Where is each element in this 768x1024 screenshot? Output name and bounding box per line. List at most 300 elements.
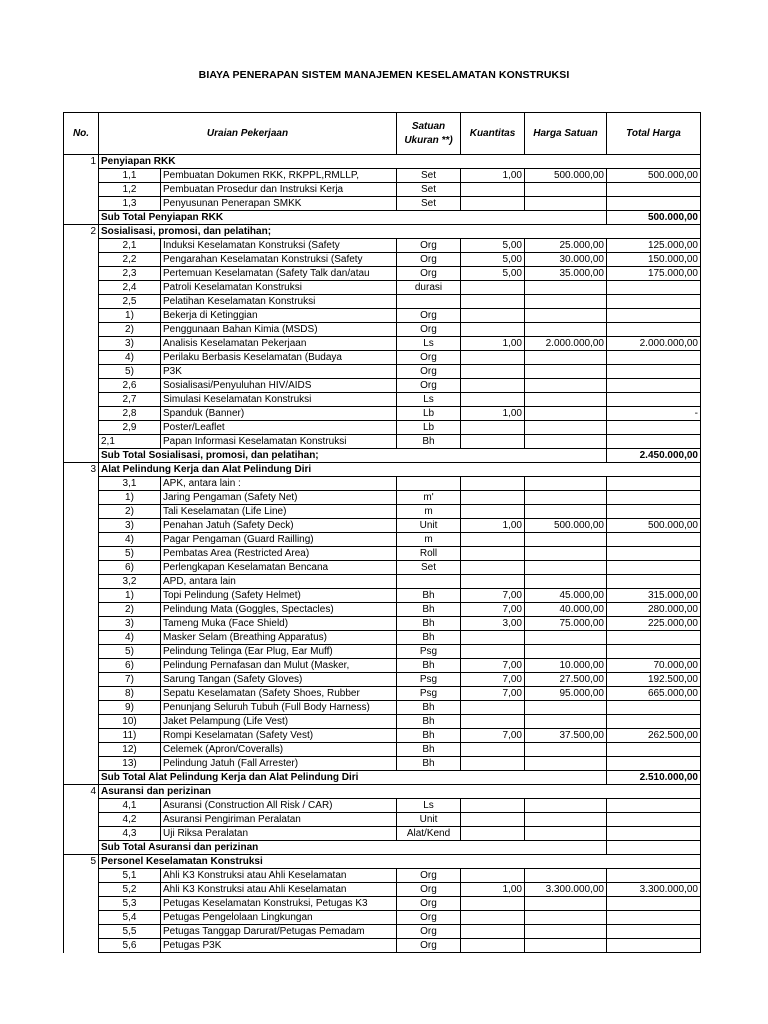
item-description: Pembuatan Dokumen RKK, RKPPL,RMLLP,	[161, 169, 397, 183]
item-quantity	[461, 757, 525, 771]
item-unit-price	[525, 911, 607, 925]
table-row	[64, 687, 701, 701]
item-total	[607, 281, 701, 295]
item-unit: Lb	[397, 421, 461, 435]
item-quantity	[461, 491, 525, 505]
item-code: 4)	[99, 631, 161, 645]
item-unit-price	[525, 645, 607, 659]
item-total	[607, 939, 701, 953]
item-unit-price	[525, 813, 607, 827]
item-description: Topi Pelindung (Safety Helmet)	[161, 589, 397, 603]
no-cell	[64, 183, 99, 197]
table-row	[64, 379, 701, 393]
item-quantity	[461, 897, 525, 911]
no-cell	[64, 687, 99, 701]
section-title: Asuransi dan perizinan	[99, 785, 701, 799]
table-row	[64, 911, 701, 925]
item-unit: Ls	[397, 799, 461, 813]
table-row	[64, 393, 701, 407]
item-unit: Org	[397, 925, 461, 939]
item-unit-price	[525, 743, 607, 757]
item-code: 3,2	[99, 575, 161, 589]
item-code: 7)	[99, 673, 161, 687]
item-code: 2,4	[99, 281, 161, 295]
item-unit-price: 35.000,00	[525, 267, 607, 281]
item-unit-price	[525, 897, 607, 911]
no-cell	[64, 477, 99, 491]
item-code: 4)	[99, 351, 161, 365]
item-code: 5)	[99, 365, 161, 379]
no-cell	[64, 337, 99, 351]
item-unit: Psg	[397, 645, 461, 659]
no-cell	[64, 519, 99, 533]
item-quantity: 7,00	[461, 729, 525, 743]
item-unit-price	[525, 295, 607, 309]
item-description: Penyusunan Penerapan SMKK	[161, 197, 397, 211]
item-code: 5,2	[99, 883, 161, 897]
item-total	[607, 547, 701, 561]
item-description: Petugas Pengelolaan Lingkungan	[161, 911, 397, 925]
item-code: 2,6	[99, 379, 161, 393]
item-code: 5)	[99, 645, 161, 659]
item-description: APD, antara lain	[161, 575, 397, 589]
item-total	[607, 701, 701, 715]
table-row	[64, 407, 701, 421]
no-cell	[64, 799, 99, 813]
no-cell	[64, 295, 99, 309]
no-cell	[64, 673, 99, 687]
item-quantity	[461, 323, 525, 337]
table-row	[64, 673, 701, 687]
item-total	[607, 393, 701, 407]
item-total	[607, 631, 701, 645]
item-quantity: 1,00	[461, 883, 525, 897]
table-row	[64, 421, 701, 435]
item-quantity	[461, 631, 525, 645]
item-unit: Psg	[397, 673, 461, 687]
item-total	[607, 295, 701, 309]
no-cell	[64, 911, 99, 925]
item-description: Penahan Jatuh (Safety Deck)	[161, 519, 397, 533]
item-unit: Bh	[397, 435, 461, 449]
item-total: 500.000,00	[607, 169, 701, 183]
item-description: Pelindung Telinga (Ear Plug, Ear Muff)	[161, 645, 397, 659]
item-code: 5,6	[99, 939, 161, 953]
item-total: 225.000,00	[607, 617, 701, 631]
item-total: 262.500,00	[607, 729, 701, 743]
table-row	[64, 743, 701, 757]
item-code: 1,1	[99, 169, 161, 183]
section-row	[64, 155, 701, 169]
item-total: 192.500,00	[607, 673, 701, 687]
item-quantity: 1,00	[461, 337, 525, 351]
no-cell	[64, 505, 99, 519]
table-row	[64, 827, 701, 841]
item-unit-price	[525, 799, 607, 813]
item-code: 2,7	[99, 393, 161, 407]
item-total: 150.000,00	[607, 253, 701, 267]
no-cell	[64, 379, 99, 393]
no-cell	[64, 757, 99, 771]
no-cell	[64, 533, 99, 547]
item-quantity	[461, 925, 525, 939]
table-row	[64, 617, 701, 631]
item-unit	[397, 295, 461, 309]
table-body	[64, 155, 701, 953]
section-number: 3	[64, 463, 99, 477]
item-quantity	[461, 645, 525, 659]
no-cell	[64, 253, 99, 267]
table-row	[64, 631, 701, 645]
item-unit-price: 3.300.000,00	[525, 883, 607, 897]
no-cell	[64, 939, 99, 953]
item-quantity	[461, 351, 525, 365]
item-total	[607, 379, 701, 393]
item-unit-price: 40.000,00	[525, 603, 607, 617]
table-row	[64, 351, 701, 365]
item-total	[607, 925, 701, 939]
no-cell	[64, 631, 99, 645]
item-total: -	[607, 407, 701, 421]
item-quantity	[461, 393, 525, 407]
table-row	[64, 239, 701, 253]
item-quantity: 7,00	[461, 673, 525, 687]
item-unit-price: 500.000,00	[525, 169, 607, 183]
item-quantity: 5,00	[461, 253, 525, 267]
item-description: Pelatihan Keselamatan Konstruksi	[161, 295, 397, 309]
section-row	[64, 463, 701, 477]
item-unit: Set	[397, 561, 461, 575]
item-description: Tali Keselamatan (Life Line)	[161, 505, 397, 519]
item-code: 1)	[99, 491, 161, 505]
item-quantity	[461, 379, 525, 393]
item-unit: Bh	[397, 715, 461, 729]
item-unit-price	[525, 477, 607, 491]
item-description: Induksi Keselamatan Konstruksi (Safety	[161, 239, 397, 253]
item-description: Pelindung Pernafasan dan Mulut (Masker,	[161, 659, 397, 673]
item-unit-price	[525, 365, 607, 379]
item-total	[607, 757, 701, 771]
table-row	[64, 533, 701, 547]
item-quantity	[461, 911, 525, 925]
header-no: No.	[64, 113, 99, 155]
table-row	[64, 897, 701, 911]
item-unit: durasi	[397, 281, 461, 295]
table-row	[64, 799, 701, 813]
item-unit: Bh	[397, 603, 461, 617]
item-description: Perlengkapan Keselamatan Bencana	[161, 561, 397, 575]
item-unit: m	[397, 505, 461, 519]
item-code: 9)	[99, 701, 161, 715]
no-cell	[64, 617, 99, 631]
table-row	[64, 645, 701, 659]
item-quantity: 7,00	[461, 589, 525, 603]
item-unit: Org	[397, 911, 461, 925]
section-row	[64, 785, 701, 799]
item-unit-price	[525, 281, 607, 295]
subtotal-total: 500.000,00	[607, 211, 701, 225]
item-code: 5,3	[99, 897, 161, 911]
no-cell	[64, 883, 99, 897]
item-description: Ahli K3 Konstruksi atau Ahli Keselamatan	[161, 869, 397, 883]
no-cell	[64, 715, 99, 729]
item-unit-price: 45.000,00	[525, 589, 607, 603]
item-unit-price: 2.000.000,00	[525, 337, 607, 351]
item-code: 2,2	[99, 253, 161, 267]
item-quantity	[461, 533, 525, 547]
item-unit: m	[397, 533, 461, 547]
item-unit-price	[525, 505, 607, 519]
item-unit: Org	[397, 939, 461, 953]
item-code: 5)	[99, 547, 161, 561]
subtotal-row	[64, 211, 701, 225]
no-cell	[64, 897, 99, 911]
item-unit: Lb	[397, 407, 461, 421]
subtotal-label: Sub Total Alat Pelindung Kerja dan Alat Pelindung Diri	[99, 771, 607, 785]
item-unit: Org	[397, 869, 461, 883]
item-description: Perilaku Berbasis Keselamatan (Budaya	[161, 351, 397, 365]
no-cell	[64, 645, 99, 659]
no-cell	[64, 421, 99, 435]
item-code: 6)	[99, 659, 161, 673]
item-total	[607, 561, 701, 575]
item-quantity: 5,00	[461, 267, 525, 281]
item-code: 5,5	[99, 925, 161, 939]
item-code: 4,3	[99, 827, 161, 841]
item-code: 5,1	[99, 869, 161, 883]
table-row	[64, 197, 701, 211]
item-unit: Bh	[397, 589, 461, 603]
item-quantity	[461, 365, 525, 379]
item-description: Petugas Keselamatan Konstruksi, Petugas K3	[161, 897, 397, 911]
table-row	[64, 323, 701, 337]
table-row	[64, 267, 701, 281]
item-description: Petugas Tanggap Darurat/Petugas Pemadam	[161, 925, 397, 939]
item-unit-price: 25.000,00	[525, 239, 607, 253]
header-total-harga: Total Harga	[607, 113, 701, 155]
item-total	[607, 827, 701, 841]
no-cell	[64, 659, 99, 673]
section-number: 5	[64, 855, 99, 869]
table-row	[64, 547, 701, 561]
table-row	[64, 715, 701, 729]
subtotal-label: Sub Total Asuransi dan perizinan	[99, 841, 607, 855]
item-quantity	[461, 575, 525, 589]
item-description: Pagar Pengaman (Guard Railling)	[161, 533, 397, 547]
no-cell	[64, 169, 99, 183]
header-row	[64, 113, 701, 155]
item-description: Pelindung Mata (Goggles, Spectacles)	[161, 603, 397, 617]
subtotal-row	[64, 449, 701, 463]
item-description: Pengarahan Keselamatan Konstruksi (Safety	[161, 253, 397, 267]
item-quantity	[461, 799, 525, 813]
table-row	[64, 365, 701, 379]
table-row	[64, 183, 701, 197]
section-number: 1	[64, 155, 99, 169]
item-description: Uji Riksa Peralatan	[161, 827, 397, 841]
item-unit: Bh	[397, 659, 461, 673]
item-code: 1)	[99, 589, 161, 603]
item-unit: m'	[397, 491, 461, 505]
item-quantity	[461, 939, 525, 953]
item-total: 125.000,00	[607, 239, 701, 253]
item-unit: Org	[397, 253, 461, 267]
item-code: 1,3	[99, 197, 161, 211]
item-unit: Bh	[397, 617, 461, 631]
no-cell	[64, 589, 99, 603]
item-unit-price	[525, 925, 607, 939]
item-total	[607, 533, 701, 547]
item-quantity: 3,00	[461, 617, 525, 631]
item-unit-price	[525, 561, 607, 575]
item-quantity	[461, 701, 525, 715]
no-cell	[64, 491, 99, 505]
item-quantity: 7,00	[461, 603, 525, 617]
item-total	[607, 897, 701, 911]
subtotal-total: 2.450.000,00	[607, 449, 701, 463]
item-unit-price	[525, 421, 607, 435]
item-total	[607, 715, 701, 729]
item-description: Ahli K3 Konstruksi atau Ahli Keselamatan	[161, 883, 397, 897]
item-code: 2,3	[99, 267, 161, 281]
item-quantity	[461, 421, 525, 435]
no-cell	[64, 365, 99, 379]
item-quantity	[461, 281, 525, 295]
table-row	[64, 435, 701, 449]
item-unit: Org	[397, 323, 461, 337]
no-cell	[64, 211, 99, 225]
item-unit: Org	[397, 351, 461, 365]
item-unit-price	[525, 827, 607, 841]
item-description: Rompi Keselamatan (Safety Vest)	[161, 729, 397, 743]
item-description: Jaket Pelampung (Life Vest)	[161, 715, 397, 729]
item-unit: Set	[397, 183, 461, 197]
item-unit-price	[525, 379, 607, 393]
item-unit: Psg	[397, 687, 461, 701]
item-code: 11)	[99, 729, 161, 743]
item-unit: Roll	[397, 547, 461, 561]
item-unit-price: 10.000,00	[525, 659, 607, 673]
item-description: Poster/Leaflet	[161, 421, 397, 435]
no-cell	[64, 827, 99, 841]
item-description: APK, antara lain :	[161, 477, 397, 491]
item-code: 2)	[99, 323, 161, 337]
item-unit	[397, 477, 461, 491]
item-quantity	[461, 869, 525, 883]
item-total	[607, 421, 701, 435]
item-unit: Set	[397, 197, 461, 211]
header-harga-satuan: Harga Satuan	[525, 113, 607, 155]
item-code: 4,1	[99, 799, 161, 813]
item-unit-price	[525, 869, 607, 883]
item-total	[607, 323, 701, 337]
item-code: 2,5	[99, 295, 161, 309]
item-description: Papan Informasi Keselamatan Konstruksi	[161, 435, 397, 449]
no-cell	[64, 603, 99, 617]
item-unit-price	[525, 491, 607, 505]
no-cell	[64, 729, 99, 743]
item-unit-price	[525, 939, 607, 953]
item-total: 280.000,00	[607, 603, 701, 617]
table-row	[64, 519, 701, 533]
no-cell	[64, 449, 99, 463]
item-code: 8)	[99, 687, 161, 701]
item-description: Petugas P3K	[161, 939, 397, 953]
item-description: Pertemuan Keselamatan (Safety Talk dan/atau	[161, 267, 397, 281]
item-code: 3)	[99, 519, 161, 533]
item-code: 1)	[99, 309, 161, 323]
table-row	[64, 575, 701, 589]
item-total: 3.300.000,00	[607, 883, 701, 897]
item-unit: Org	[397, 267, 461, 281]
no-cell	[64, 393, 99, 407]
item-code: 4,2	[99, 813, 161, 827]
item-description: Asuransi (Construction All Risk / CAR)	[161, 799, 397, 813]
item-unit: Org	[397, 365, 461, 379]
item-description: Jaring Pengaman (Safety Net)	[161, 491, 397, 505]
item-quantity	[461, 197, 525, 211]
subtotal-total	[607, 841, 701, 855]
item-unit: Set	[397, 169, 461, 183]
section-title: Penyiapan RKK	[99, 155, 701, 169]
item-quantity	[461, 547, 525, 561]
item-description: P3K	[161, 365, 397, 379]
item-description: Pelindung Jatuh (Fall Arrester)	[161, 757, 397, 771]
item-total: 70.000,00	[607, 659, 701, 673]
table-row	[64, 869, 701, 883]
item-description: Sepatu Keselamatan (Safety Shoes, Rubber	[161, 687, 397, 701]
item-quantity: 1,00	[461, 519, 525, 533]
table-row	[64, 337, 701, 351]
item-unit-price: 30.000,00	[525, 253, 607, 267]
section-row	[64, 225, 701, 239]
item-code: 2)	[99, 603, 161, 617]
item-unit-price	[525, 183, 607, 197]
item-unit: Org	[397, 883, 461, 897]
table-row	[64, 491, 701, 505]
item-code: 6)	[99, 561, 161, 575]
no-cell	[64, 869, 99, 883]
no-cell	[64, 239, 99, 253]
table-row	[64, 729, 701, 743]
table-row	[64, 813, 701, 827]
item-description: Simulasi Keselamatan Konstruksi	[161, 393, 397, 407]
table-row	[64, 477, 701, 491]
item-quantity	[461, 827, 525, 841]
item-code: 2)	[99, 505, 161, 519]
item-unit-price	[525, 701, 607, 715]
table-row	[64, 295, 701, 309]
item-unit: Bh	[397, 729, 461, 743]
item-quantity	[461, 477, 525, 491]
no-cell	[64, 561, 99, 575]
item-unit-price: 27.500,00	[525, 673, 607, 687]
item-total	[607, 799, 701, 813]
item-unit-price	[525, 309, 607, 323]
item-quantity: 1,00	[461, 407, 525, 421]
item-unit: Alat/Kend	[397, 827, 461, 841]
item-code: 5,4	[99, 911, 161, 925]
subtotal-label: Sub Total Penyiapan RKK	[99, 211, 607, 225]
item-code: 2,1	[99, 435, 161, 449]
no-cell	[64, 407, 99, 421]
item-code: 1,2	[99, 183, 161, 197]
item-total	[607, 869, 701, 883]
item-quantity	[461, 309, 525, 323]
no-cell	[64, 197, 99, 211]
item-unit-price	[525, 351, 607, 365]
item-unit: Ls	[397, 393, 461, 407]
